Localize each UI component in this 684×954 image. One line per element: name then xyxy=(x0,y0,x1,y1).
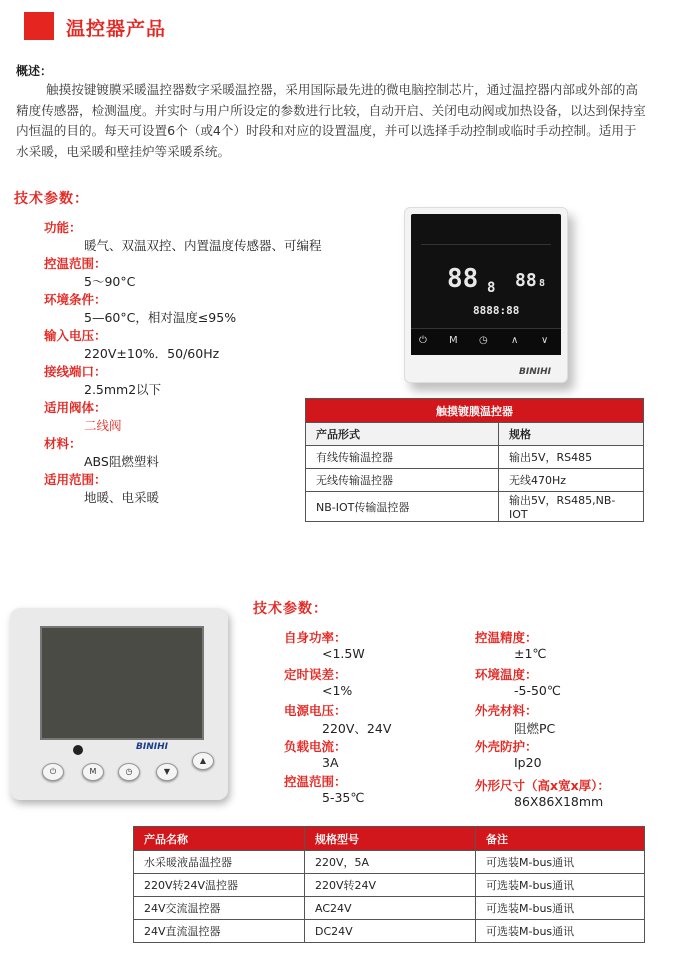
table-header: 备注 xyxy=(476,827,645,851)
spec2-value: 86X86X18mm xyxy=(514,794,604,809)
brand-logo: BINIHI xyxy=(136,742,168,752)
table-cell: 24V直流温控器 xyxy=(134,920,305,943)
header-square-icon xyxy=(24,12,54,40)
table-cell: 220V转24V温控器 xyxy=(134,874,305,897)
table-cell: 可选装M-bus通讯 xyxy=(476,874,645,897)
main-temp-readout: 88 xyxy=(447,264,479,294)
spec2-title: 技术参数： xyxy=(253,601,328,617)
table-cell: DC24V xyxy=(305,920,476,943)
chevron-down-icon: ∨ xyxy=(541,335,549,346)
table-cell: 220V转24V xyxy=(305,874,476,897)
spec2-label: 定时误差： xyxy=(284,667,347,682)
spec1-label: 适用阀体： xyxy=(44,400,107,415)
side-temp-decimal: 8 xyxy=(539,278,546,289)
spec1-value: 5—60°C，相对温度≤95% xyxy=(84,310,237,325)
spec1-label: 适用范围： xyxy=(44,472,107,487)
spec2-value: 5-35℃ xyxy=(322,790,365,805)
spec1-value: 2.5mm2以下 xyxy=(84,382,162,397)
lcd-thermostat-image xyxy=(10,608,228,800)
spec1-title: 技术参数： xyxy=(14,191,89,207)
clock-readout: 8888:88 xyxy=(473,304,520,317)
overview-text: 触摸按键镀膜采暖温控器数字采暖温控器，采用国际最先进的微电脑控制芯片，通过温控器内部或外部的高精度传感器，检测温度。并实时与用户所设定的参数进行比较，自动开启、关闭电动阀或加热设备，以达到保持室内恒温的目的。每天可设置6个（或4个）时段和对应的设置温度，并可以选择手动控制或临时手动控制。适用于水采暖，电采暖和壁挂炉等采暖系统。 xyxy=(16,82,646,159)
table-row xyxy=(134,874,645,897)
spec1-value: 二线阀 xyxy=(84,418,122,433)
spec1-value: 5～90°C xyxy=(84,274,136,289)
spec2-label: 外壳防护： xyxy=(475,739,538,754)
table-row xyxy=(306,446,644,469)
spec1-label: 控温范围： xyxy=(44,256,107,271)
table-header: 产品名称 xyxy=(134,827,305,851)
indicator-light-icon xyxy=(73,745,83,755)
spec2-label: 外形尺寸（高x宽x厚）： xyxy=(475,778,610,793)
lcd-screen xyxy=(40,626,204,740)
table-row xyxy=(134,897,645,920)
table-cell: 输出5V，RS485,NB-IOT xyxy=(499,492,644,522)
table-cell: 无线传输温控器 xyxy=(306,469,499,492)
spec1-label: 材料： xyxy=(44,436,82,451)
chevron-up-icon: ∧ xyxy=(511,335,519,346)
lcd-thermostat-table xyxy=(133,826,645,943)
spec2-value: -5-50℃ xyxy=(514,683,561,698)
spec2-label: 环境温度： xyxy=(475,667,538,682)
table-cell: 可选装M-bus通讯 xyxy=(476,920,645,943)
clock-icon: ◷ xyxy=(479,335,488,346)
spec1-value: 暖气、双温双控、内置温度传感器、可编程 xyxy=(84,238,322,253)
spec1-label: 功能： xyxy=(44,220,82,235)
table-cell: 输出5V，RS485 xyxy=(499,446,644,469)
touch-thermostat-table xyxy=(305,398,644,522)
table-cell: 220V，5A xyxy=(305,851,476,874)
mode-icon: M xyxy=(449,335,458,346)
table-row xyxy=(134,920,645,943)
thermostat-keypad xyxy=(411,328,561,355)
brand-logo: BINIHI xyxy=(519,367,551,377)
table-cell: 水采暖液晶温控器 xyxy=(134,851,305,874)
spec1-value: ABS阻燃塑料 xyxy=(84,454,159,469)
spec1-value: 地暖、电采暖 xyxy=(84,490,160,505)
spec2-value: ±1℃ xyxy=(514,646,547,661)
spec2-value: 阻燃PC xyxy=(514,721,556,736)
spec1-label: 输入电压： xyxy=(44,328,107,343)
spec2-label: 自身功率： xyxy=(284,630,347,645)
spec1-value: 220V±10%．50/60Hz xyxy=(84,346,220,361)
page-title: 温控器产品 xyxy=(66,18,167,40)
spec2-label: 外壳材料： xyxy=(475,703,538,718)
spec2-label: 控温精度： xyxy=(475,630,538,645)
table-header: 规格 xyxy=(499,423,644,446)
side-temp-readout: 88 xyxy=(515,270,537,291)
arrow-down-icon: ▼ xyxy=(156,763,178,781)
spec2-value: <1% xyxy=(322,683,353,698)
table-cell: 有线传输温控器 xyxy=(306,446,499,469)
table-row xyxy=(306,492,644,522)
table-cell: 可选装M-bus通讯 xyxy=(476,897,645,920)
clock-icon: ◷ xyxy=(118,763,140,781)
spec2-label: 负载电流： xyxy=(284,739,347,754)
table-cell: NB-IOT传输温控器 xyxy=(306,492,499,522)
table-cell: 24V交流温控器 xyxy=(134,897,305,920)
table-cell: AC24V xyxy=(305,897,476,920)
main-temp-decimal: 8 xyxy=(487,280,496,296)
touch-thermostat-image xyxy=(404,207,568,383)
overview-label: 概述： xyxy=(16,64,53,78)
spec2-value: 3A xyxy=(322,755,339,770)
spec2-value: 220V、24V xyxy=(322,721,392,736)
power-icon: ⏻ xyxy=(419,335,427,346)
spec1-label: 环境条件： xyxy=(44,292,107,307)
table-cell: 无线470Hz xyxy=(499,469,644,492)
arrow-up-icon: ▲ xyxy=(192,752,214,770)
spec2-value: Ip20 xyxy=(514,755,542,770)
table-row xyxy=(306,469,644,492)
table-caption: 触摸镀膜温控器 xyxy=(306,399,644,423)
table-row xyxy=(134,851,645,874)
table-cell: 可选装M-bus通讯 xyxy=(476,851,645,874)
mode-icon: M xyxy=(82,763,104,781)
power-icon: ⏻ xyxy=(42,763,64,781)
spec2-label: 控温范围： xyxy=(284,774,347,789)
spec2-label: 电源电压： xyxy=(284,703,347,718)
table-header: 产品形式 xyxy=(306,423,499,446)
spec1-label: 接线端口： xyxy=(44,364,107,379)
table-header: 规格型号 xyxy=(305,827,476,851)
spec2-value: <1.5W xyxy=(322,646,365,661)
